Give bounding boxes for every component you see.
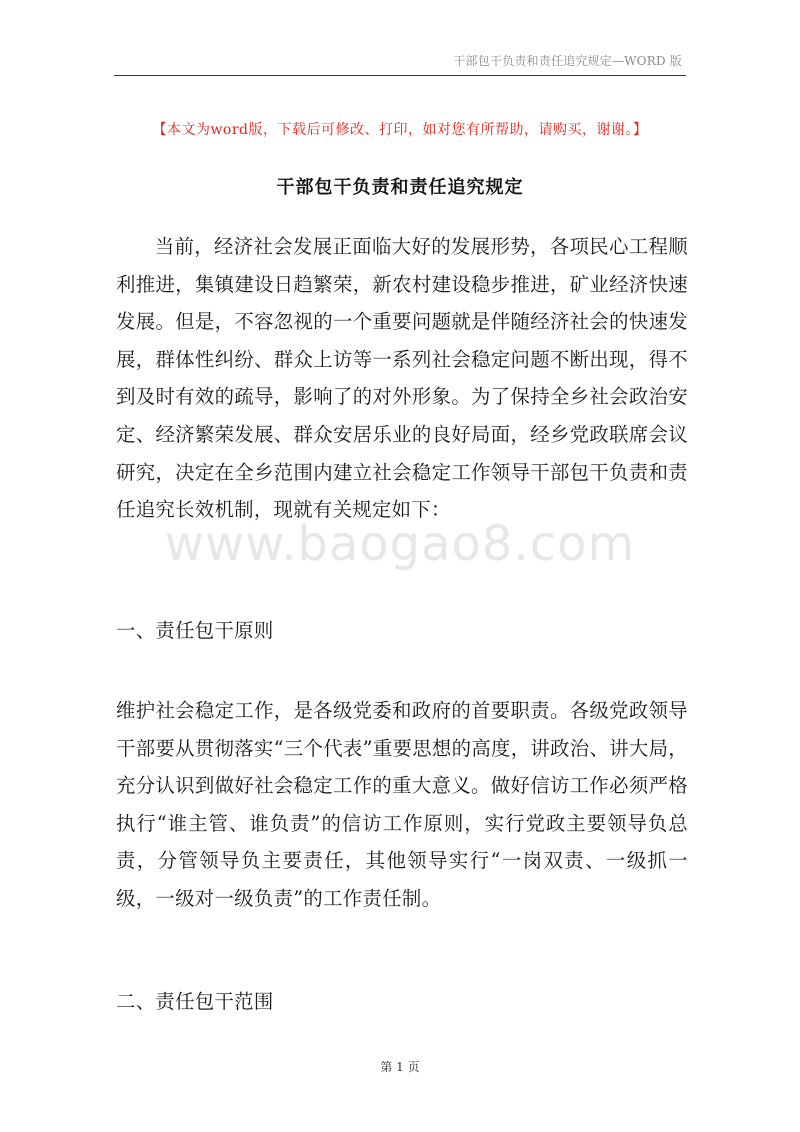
page-number: 第 1 页 [380, 1060, 420, 1074]
document-title: 干部包干负责和责任追究规定 [276, 177, 524, 198]
download-notice: 【本文为word版，下载后可修改、打印，如对您有所帮助，请购买，谢谢。】 [152, 122, 648, 138]
watermark: www.baogao8.com [164, 516, 636, 572]
header-divider [114, 75, 686, 76]
section-heading-1: 一、责任包干原则 [116, 619, 274, 642]
section-heading-2: 二、责任包干范围 [116, 990, 274, 1013]
section-1-paragraph: 维护社会稳定工作，是各级党委和政府的首要职责。各级党政领导干部要从贯彻落实“三个代表”重要思想的高度，讲政治、讲大局，充分认识到做好社会稳定工作的重大意义。做好信访工作必须严格执行“谁主管、谁负责”的信访工作原则，实行党政主要领导负总责，分管领导负主要责任，其他领导实行“一岗双责、一级抓一级，一级对一级负责”的工作责任制。 [116, 699, 688, 910]
running-header: 干部包干负责和责任追究规定—WORD 版 [453, 54, 682, 68]
intro-paragraph: 当前，经济社会发展正面临大好的发展形势，各项民心工程顺利推进，集镇建设日趋繁荣，新农村建设稳步推进，矿业经济快速发展。但是，不容忽视的一个重要问题就是伴随经济社会的快速发展，群体性纠纷、群众上访等一系列社会稳定问题不断出现，得不到及时有效的疏导，影响了的对外形象。为了保持全乡社会政治安定、经济繁荣发展、群众安居乐业的良好局面，经乡党政联席会议研究，决定在全乡范围内建立社会稳定工作领导干部包干负责和责任追究长效机制，现就有关规定如下： [116, 235, 688, 522]
